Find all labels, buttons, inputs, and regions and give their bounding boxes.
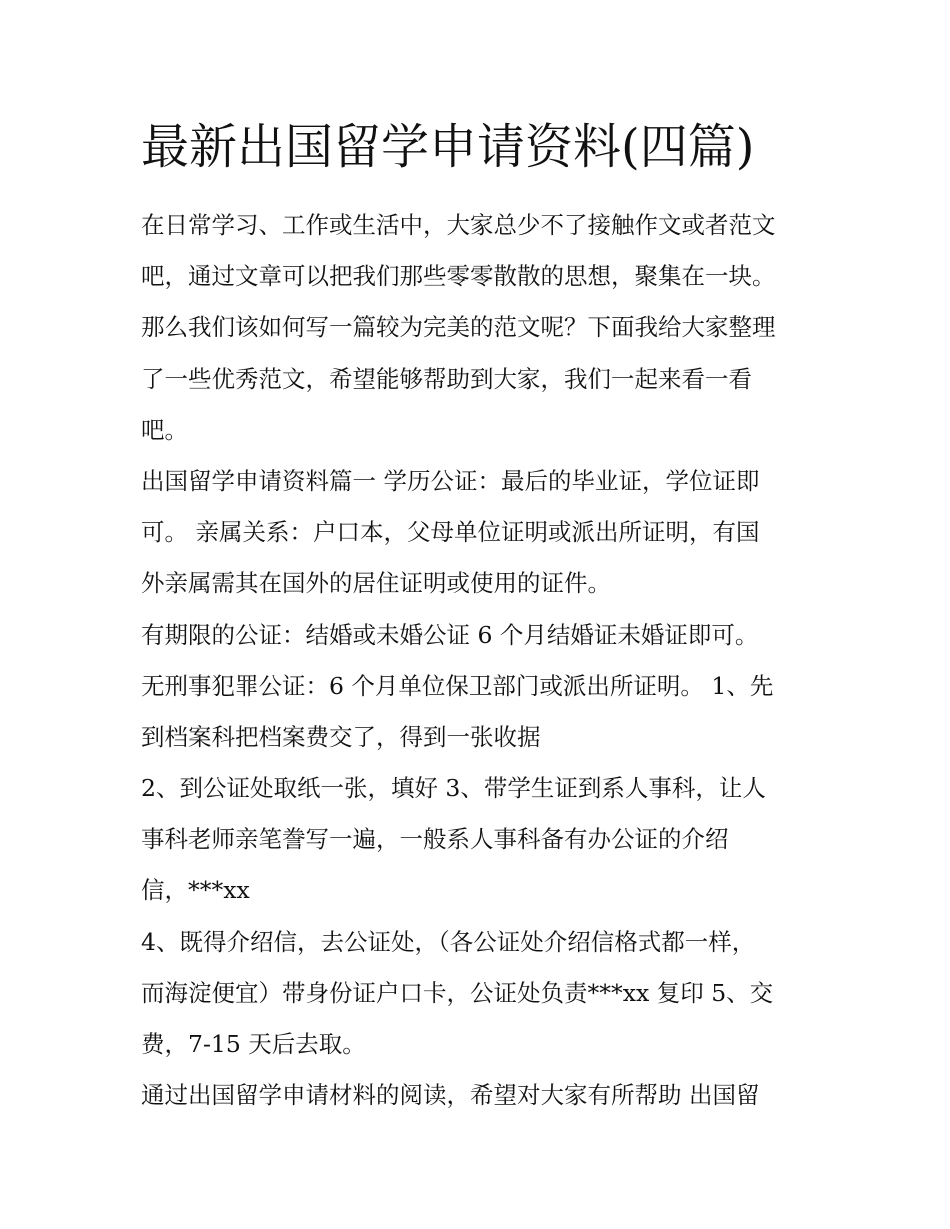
- body-line: 外亲属需其在国外的居住证明或使用的证件。: [141, 569, 611, 598]
- body-line: 到档案科把档案费交了，得到一张收据: [141, 722, 541, 751]
- body-line: 无刑事犯罪公证：6 个月单位保卫部门或派出所证明。 1、先: [141, 671, 774, 700]
- body-line: 通过出国留学申请材料的阅读，希望对大家有所帮助 出国留: [141, 1081, 760, 1110]
- document-body: [141, 200, 821, 1121]
- body-line: 那么我们该如何写一篇较为完美的范文呢？下面我给大家整理: [141, 313, 776, 342]
- body-line: 可。 亲属关系：户口本，父母单位证明或派出所证明，有国: [141, 518, 760, 547]
- body-line: 4、既得介绍信，去公证处，（各公证处介绍信格式都一样，: [141, 927, 756, 956]
- body-line: 了一些优秀范文，希望能够帮助到大家，我们一起来看一看: [141, 364, 752, 393]
- body-line: 出国留学申请资料篇一 学历公证：最后的毕业证，学位证即: [141, 466, 760, 495]
- document-page: [141, 112, 821, 1121]
- document-title: 最新出国留学申请资料(四篇): [141, 119, 755, 175]
- body-line: 吧。: [141, 415, 188, 444]
- body-line: 在日常学习、工作或生活中，大家总少不了接触作文或者范文: [141, 211, 776, 239]
- body-line: 吧，通过文章可以把我们那些零零散散的思想，聚集在一块。: [141, 262, 776, 291]
- body-line: 事科老师亲笔誊写一遍，一般系人事科备有办公证的介绍: [141, 825, 729, 854]
- body-line: 信，***xx: [141, 876, 250, 905]
- body-line: 有期限的公证：结婚或未婚公证 6 个月结婚证未婚证即可。: [141, 620, 759, 649]
- body-line: 费，7-15 天后去取。: [141, 1030, 366, 1058]
- body-line: 2、到公证处取纸一张，填好 3、带学生证到系人事科，让人: [141, 774, 766, 803]
- body-line: 而海淀便宜）带身份证户口卡，公证处负责***xx 复印 5、交: [141, 978, 774, 1007]
